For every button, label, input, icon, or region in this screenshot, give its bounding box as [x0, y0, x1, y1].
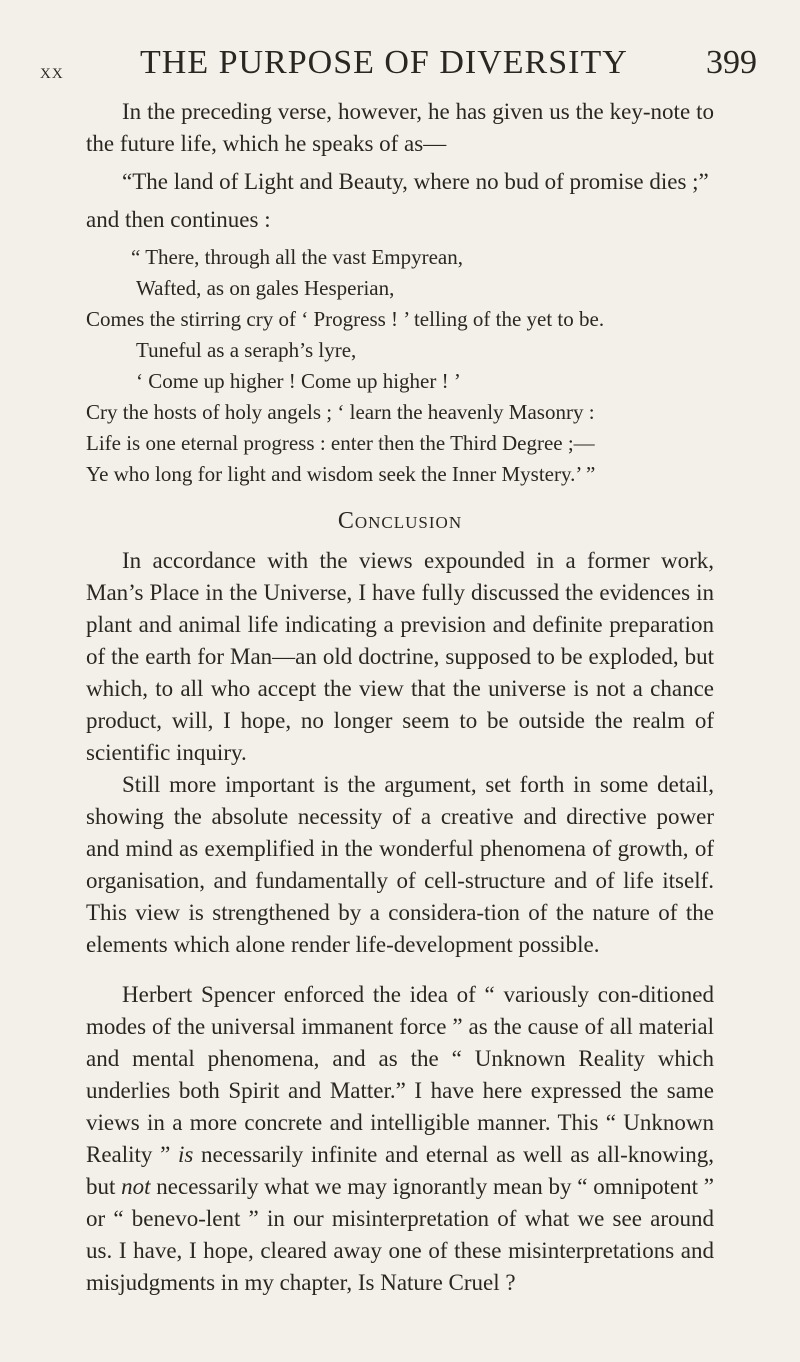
conclusion-paragraph-3: [86, 979, 714, 1299]
paragraph-text: necessarily what we may ignorantly mean by “ omnipotent ” or “ benevo-lent ” in our misinterpretation of what we see around us. I have, I hope, cleared away one of these misinterpretations and misjudgments in my chapter, Is Nature Cruel ?: [86, 1174, 714, 1295]
section-heading: Conclusion: [337, 508, 463, 534]
italic-is: is: [178, 1142, 194, 1167]
conclusion-paragraph-2: Still more important is the argument, set forth in some detail, showing the absolute necessity of a creative and directive power and mind as exemplified in the wonderful phenomena of growth, of organisation, and fundamentally of cell-structure and of life itself. This view is strengthened by a considera-tion of the nature of the elements which alone render life-development possible.: [86, 772, 714, 957]
chapter-number: XX: [40, 66, 64, 82]
verse-line: Cry the hosts of holy angels ; ‘ learn the heavenly Masonry :: [86, 400, 595, 424]
verse-line: “ There, through all the vast Empyrean,: [131, 245, 464, 269]
verse-line: Wafted, as on gales Hesperian,: [136, 276, 395, 300]
verse-line: ‘ Come up higher ! Come up higher ! ’: [136, 369, 461, 393]
conclusion-paragraph-1: In accordance with the views expounded in a former work, Man’s Place in the Universe, I have fully discussed the evidences in plant and animal life indicating a prevision and definite preparation of the earth for Man—an old doctrine, supposed to be exploded, but which, to all who accept the view that the universe is not a chance product, will, I hope, no longer seem to be outside the realm of scientific inquiry.: [86, 548, 714, 765]
verse-line: Tuneful as a seraph’s lyre,: [136, 338, 357, 362]
paragraph-text: necessarily infinite and eternal as well as all-knowing, but: [86, 1142, 714, 1199]
page-number: 399: [706, 44, 757, 81]
italic-not: not: [121, 1174, 151, 1199]
verse-line: Life is one eternal progress : enter then the Third Degree ;—: [86, 431, 595, 455]
page-body: [86, 96, 714, 1299]
verse-line: Comes the stirring cry of ‘ Progress ! ’ telling of the yet to be.: [86, 307, 605, 331]
intro-paragraph: In the preceding verse, however, he has given us the key-note to the future life, which he speaks of as—: [86, 99, 714, 156]
verse-block: [86, 242, 714, 490]
continues-line: and then continues :: [86, 207, 271, 232]
paragraph-text: Herbert Spencer enforced the idea of “ variously con-ditioned modes of the universal immanent force ” as the cause of all material and mental phenomena, and as the “ Unknown Reality which underlies both Spirit and Matter.” I have here expressed the same views in a more concrete and intelligible manner. This “ Unknown Reality ”: [86, 982, 714, 1167]
running-title: THE PURPOSE OF DIVERSITY: [140, 44, 628, 81]
running-header: [0, 40, 800, 90]
verse-line: Ye who long for light and wisdom seek the Inner Mystery.’ ”: [86, 462, 596, 486]
quoted-line: “The land of Light and Beauty, where no bud of promise dies ;”: [122, 169, 709, 194]
